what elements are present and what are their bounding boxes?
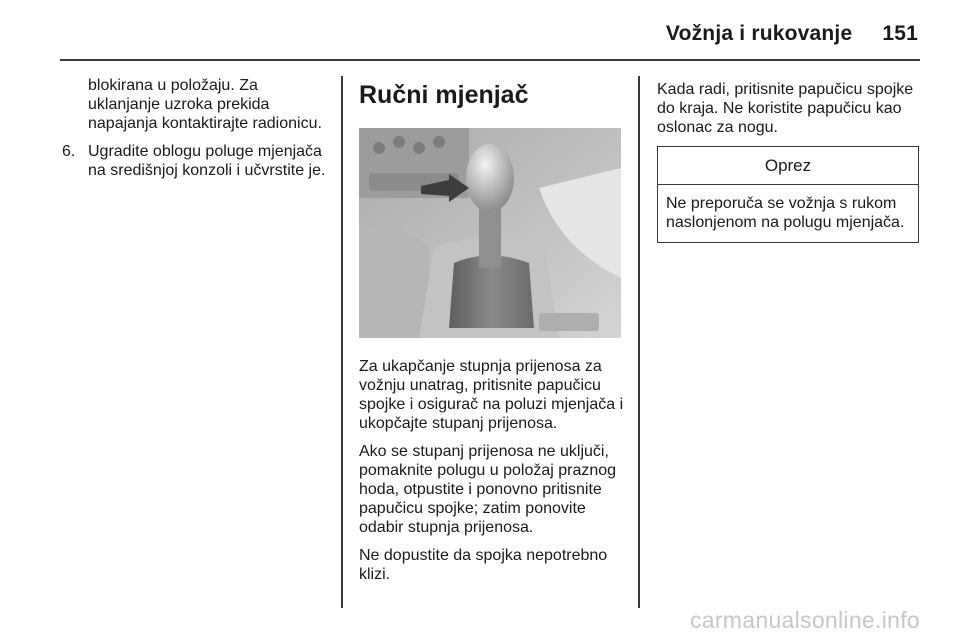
list-item-number: 6.: [62, 143, 76, 160]
middle-column: [359, 80, 627, 593]
section-heading: Ručni mjenjač: [359, 81, 529, 109]
list-item: [62, 142, 330, 180]
page-number: 151: [882, 22, 918, 45]
clutch-slip-paragraph: Ne dopustite da spojka nepotrebno klizi.: [359, 547, 608, 583]
header-rule: [60, 59, 920, 61]
page-header: [666, 22, 918, 46]
column-divider: [638, 76, 640, 608]
caution-text: Ne preporuča se vožnja s rukom naslonjenom na polugu mjenjača.: [666, 195, 905, 231]
list-item-text: Ugradite oblogu poluge mjenjača na središnjoj konzoli i učvrstite je.: [88, 143, 326, 179]
gear-lever-illustration: [359, 128, 621, 338]
clutch-pedal-paragraph: Kada radi, pritisnite papučicu spojke do kraja. Ne koristite papučicu kao oslonac za nogu.: [657, 81, 914, 136]
gear-not-engaging-paragraph: Ako se stupanj prijenosa ne uključi, pomaknite polugu u položaj praznog hoda, otpustite i ponovno pritisnite papučicu spojke; zatim ponovite odabir stupnja prijenosa.: [359, 443, 617, 536]
column-divider: [341, 76, 343, 608]
continuation-text: blokirana u položaju. Za uklanjanje uzroka prekida napajanja kontaktirajte radionicu.: [88, 77, 322, 132]
reverse-gear-paragraph: Za ukapčanje stupnja prijenosa za vožnju unatrag, pritisnite papučicu spojke i osigurač na poluzi mjenjača i ukopčajte stupanj prijenosa.: [359, 358, 624, 432]
caution-box: [657, 146, 919, 243]
watermark: carmanualsonline.info: [689, 607, 920, 633]
right-column: [657, 80, 919, 243]
left-column: [62, 76, 330, 180]
caution-title: Oprez: [658, 147, 918, 185]
section-title: Vožnja i rukovanje: [665, 22, 853, 45]
